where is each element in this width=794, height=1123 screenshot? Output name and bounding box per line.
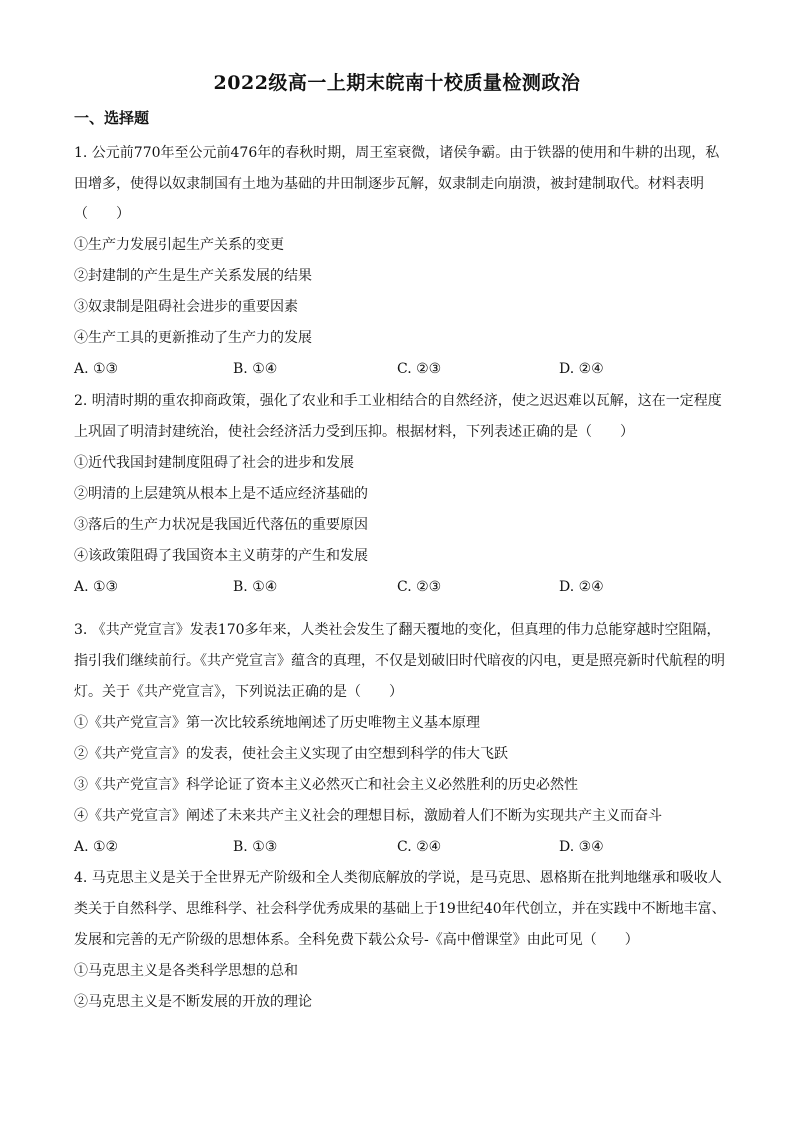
q1-statement-4: ④生产工具的更新推动了生产力的发展 (74, 330, 312, 346)
q3-statement-4: ④《共产党宣言》阐述了未来共产主义社会的理想目标，激励着人们不断为实现共产主义而奋斗 (74, 808, 662, 824)
q2-option-c: C. ②③ (397, 579, 442, 595)
q3-statement-2: ②《共产党宣言》的发表，使社会主义实现了由空想到科学的伟大飞跃 (74, 746, 508, 762)
q2-statement-4: ④该政策阻碍了我国资本主义萌芽的产生和发展 (74, 548, 368, 564)
q3-option-b: B. ①③ (233, 839, 278, 855)
q2-option-b: B. ①④ (233, 579, 278, 595)
q3-statement-1: ①《共产党宣言》第一次比较系统地阐述了历史唯物主义基本原理 (74, 715, 480, 731)
q1-stem-line-3: （ ） (74, 206, 130, 222)
q3-option-c: C. ②④ (397, 839, 442, 855)
q2-option-d: D. ②④ (559, 579, 604, 595)
q2-stem-line-2: 上巩固了明清封建统治，使社会经济活力受到压抑。根据材料，下列表述正确的是（ ） (74, 424, 634, 440)
q1-statement-1: ①生产力发展引起生产关系的变更 (74, 237, 284, 253)
q3-option-d: D. ③④ (559, 839, 604, 855)
q1-option-c: C. ②③ (397, 361, 442, 377)
section-heading: 一、选择题 (74, 109, 150, 127)
q1-statement-2: ②封建制的产生是生产关系发展的结果 (74, 268, 312, 284)
q4-stem-line-3: 发展和完善的无产阶级的思想体系。全科免费下载公众号-《高中僧课堂》由此可见（ ） (74, 932, 639, 948)
q2-statement-3: ③落后的生产力状况是我国近代落伍的重要原因 (74, 517, 368, 533)
q2-stem-line-1: 2. 明清时期的重农抑商政策，强化了农业和手工业相结合的自然经济，使之迟迟难以瓦解，这在一定程度 (74, 393, 722, 409)
q1-option-d: D. ②④ (559, 361, 604, 377)
q2-statement-1: ①近代我国封建制度阻碍了社会的进步和发展 (74, 455, 354, 471)
q2-option-a: A. ①③ (74, 579, 119, 595)
q4-statement-2: ②马克思主义是不断发展的开放的理论 (74, 994, 312, 1010)
q3-stem-line-2: 指引我们继续前行。《共产党宣言》蕴含的真理，不仅是划破旧时代暗夜的闪电，更是照亮新时代航程的明 (74, 653, 725, 669)
q3-option-a: A. ①② (74, 839, 119, 855)
page-title: 2022级高一上期末皖南十校质量检测政治 (213, 72, 581, 94)
q2-statement-2: ②明清的上层建筑从根本上是不适应经济基础的 (74, 486, 368, 502)
q4-statement-1: ①马克思主义是各类科学思想的总和 (74, 963, 298, 979)
q1-stem-line-2: 田增多，使得以奴隶制国有土地为基础的井田制逐步瓦解，奴隶制走向崩溃，被封建制取代。材料表明 (74, 176, 704, 192)
q3-stem-line-1: 3. 《共产党宣言》发表170多年来，人类社会发生了翻天覆地的变化，但真理的伟力总能穿越时空阻隔， (74, 622, 721, 638)
q4-stem-line-2: 类关于自然科学、思维科学、社会科学优秀成果的基础上于19世纪40年代创立，并在实践中不断地丰富、 (74, 901, 726, 917)
q4-stem-line-1: 4. 马克思主义是关于全世界无产阶级和全人类彻底解放的学说，是马克思、恩格斯在批判地继承和吸收人 (74, 870, 722, 886)
q1-stem-line-1: 1. 公元前770年至公元前476年的春秋时期，周王室衰微，诸侯争霸。由于铁器的使用和牛耕的出现，私 (74, 145, 720, 161)
q3-statement-3: ③《共产党宣言》科学论证了资本主义必然灭亡和社会主义必然胜利的历史必然性 (74, 777, 578, 793)
q1-option-a: A. ①③ (74, 361, 119, 377)
q1-statement-3: ③奴隶制是阻碍社会进步的重要因素 (74, 299, 298, 315)
q1-option-b: B. ①④ (233, 361, 278, 377)
q3-stem-line-3: 灯。关于《共产党宣言》，下列说法正确的是（ ） (74, 684, 403, 700)
